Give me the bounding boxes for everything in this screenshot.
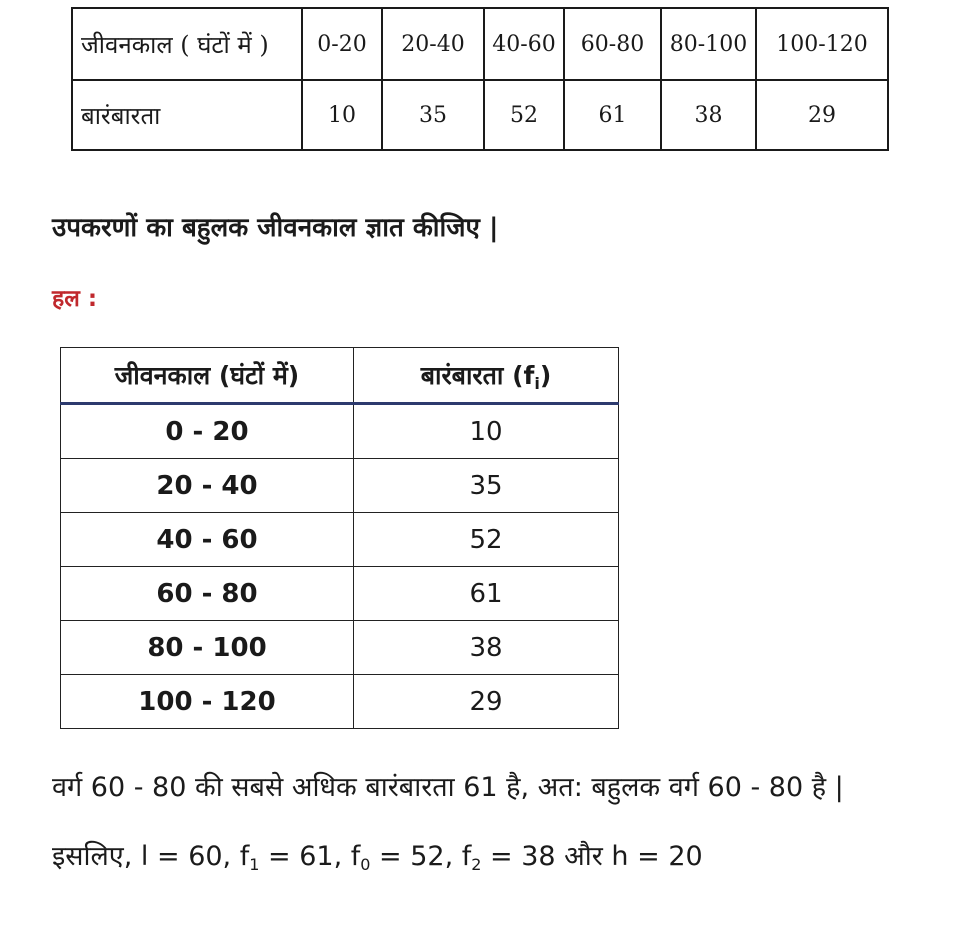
header-frequency-subscript: i (534, 373, 540, 393)
frequency-cell: 35 (382, 80, 484, 150)
frequency-cell: 52 (354, 513, 619, 567)
frequency-row (72, 80, 888, 150)
table-row (61, 404, 619, 459)
frequency-cell: 29 (354, 675, 619, 729)
values-prefix: इसलिए, l = 60, f (52, 841, 250, 872)
f0-subscript: 0 (360, 855, 371, 874)
frequency-cell: 38 (354, 621, 619, 675)
frequency-cell: 10 (302, 80, 382, 150)
f0-value: = 52, f (370, 841, 472, 872)
interval-cell: 0 - 20 (61, 404, 354, 459)
interval-cell: 100 - 120 (61, 675, 354, 729)
f1-subscript: 1 (249, 855, 260, 874)
frequency-label: बारंबारता (72, 80, 302, 150)
interval-cell: 100-120 (756, 8, 888, 80)
table-row (61, 675, 619, 729)
lifetime-row (72, 8, 888, 80)
frequency-cell: 29 (756, 80, 888, 150)
table-row (61, 513, 619, 567)
values-line (52, 836, 703, 874)
interval-cell: 60-80 (564, 8, 661, 80)
frequency-table-vertical (60, 347, 619, 729)
frequency-cell: 35 (354, 459, 619, 513)
modal-class-statement: वर्ग 60 - 80 की सबसे अधिक बारंबारता 61 है, अत: बहुलक वर्ग 60 - 80 है | (52, 772, 844, 803)
frequency-table-horizontal (71, 7, 889, 151)
header-frequency (354, 348, 619, 404)
frequency-cell: 61 (564, 80, 661, 150)
question-text: उपकरणों का बहुलक जीवनकाल ज्ञात कीजिए | (52, 213, 499, 243)
header-frequency-close: ) (539, 360, 552, 390)
table-row (61, 459, 619, 513)
interval-cell: 40 - 60 (61, 513, 354, 567)
header-frequency-text: बारंबारता (f (420, 360, 535, 390)
frequency-cell: 10 (354, 404, 619, 459)
frequency-cell: 52 (484, 80, 564, 150)
f2-subscript: 2 (471, 855, 482, 874)
interval-cell: 60 - 80 (61, 567, 354, 621)
solution-label: हल : (52, 286, 98, 312)
frequency-cell: 61 (354, 567, 619, 621)
interval-cell: 80-100 (661, 8, 756, 80)
f1-value: = 61, f (259, 841, 361, 872)
frequency-cell: 38 (661, 80, 756, 150)
interval-cell: 20 - 40 (61, 459, 354, 513)
header-lifetime: जीवनकाल (घंटों में) (61, 348, 354, 404)
lifetime-label: जीवनकाल ( घंटों में ) (72, 8, 302, 80)
table-header-row (61, 348, 619, 404)
interval-cell: 20-40 (382, 8, 484, 80)
f2-value: = 38 और h = 20 (481, 841, 703, 872)
table-row (61, 621, 619, 675)
interval-cell: 0-20 (302, 8, 382, 80)
interval-cell: 40-60 (484, 8, 564, 80)
table-row (61, 567, 619, 621)
interval-cell: 80 - 100 (61, 621, 354, 675)
